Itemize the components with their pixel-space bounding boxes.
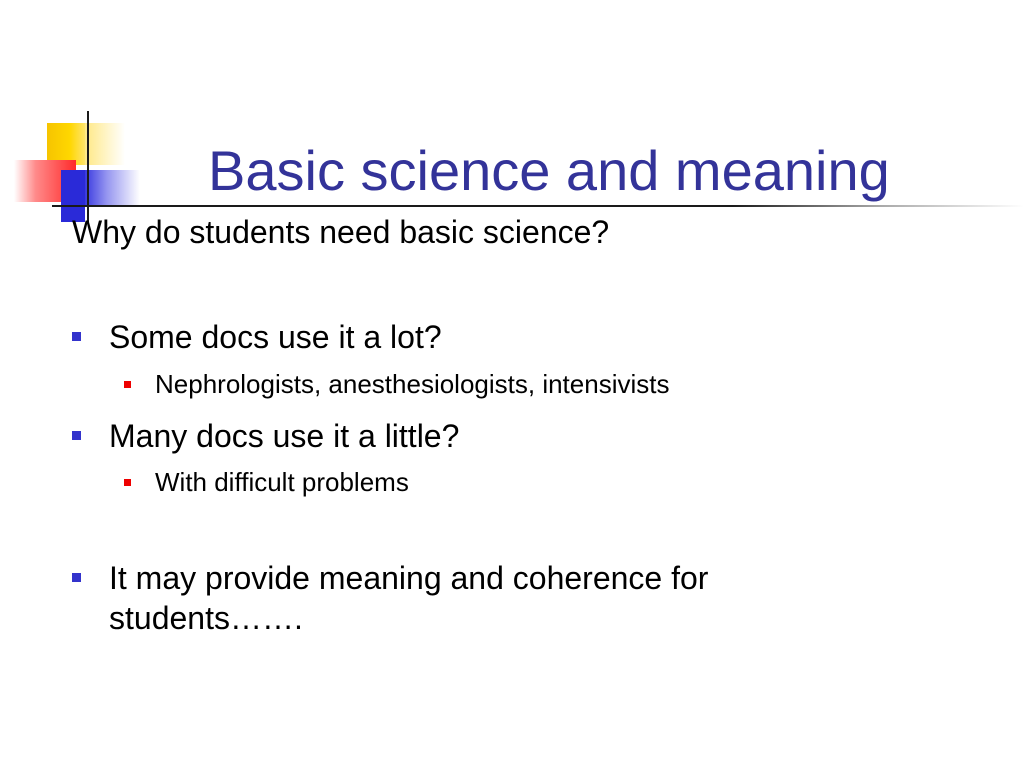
bullet-text: It may provide meaning and coherence for students……. bbox=[109, 560, 709, 636]
sub-bullet-text: With difficult problems bbox=[155, 467, 409, 497]
bullet-text: Many docs use it a little? bbox=[109, 418, 460, 454]
slide-title: Basic science and meaning bbox=[208, 139, 890, 202]
square-bullet-icon bbox=[72, 332, 81, 341]
bullet-text: Some docs use it a lot? bbox=[109, 319, 442, 355]
yellow-square-decoration bbox=[47, 123, 85, 165]
title-underline-rule bbox=[52, 205, 1024, 207]
intro-question: Why do students need basic science? bbox=[72, 214, 610, 250]
square-bullet-icon bbox=[124, 381, 131, 388]
blue-fade-decoration bbox=[85, 170, 140, 206]
sub-bullet-text: Nephrologists, anesthesiologists, intensivists bbox=[155, 369, 670, 399]
square-bullet-icon bbox=[72, 573, 81, 582]
yellow-fade-decoration bbox=[85, 123, 125, 165]
square-bullet-icon bbox=[72, 431, 81, 440]
square-bullet-icon bbox=[124, 479, 131, 486]
